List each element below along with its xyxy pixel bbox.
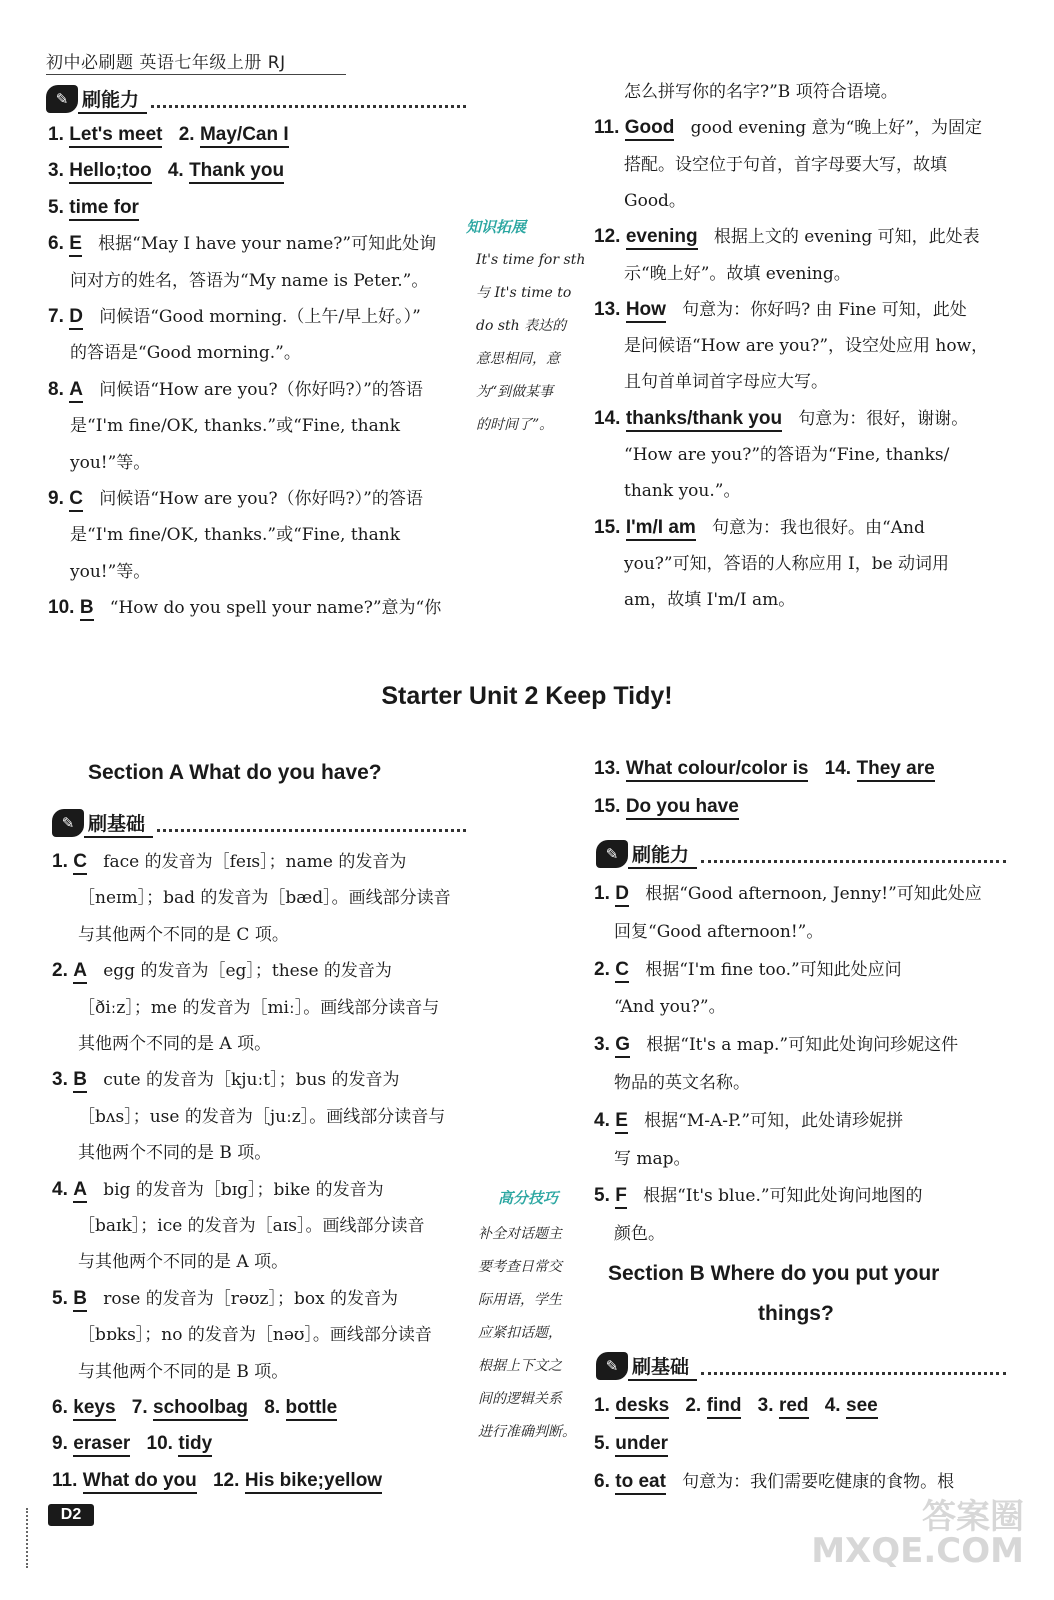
page-header: 初中必刷题 英语七年级上册 RJ xyxy=(46,53,286,73)
item-number: 5. xyxy=(594,1185,610,1207)
tip-line: 要考查日常交 xyxy=(478,1259,562,1275)
text-line xyxy=(52,1471,382,1491)
text-line xyxy=(594,884,982,904)
answer: May/Can I xyxy=(200,124,289,148)
text-line xyxy=(614,997,726,1017)
text-line xyxy=(78,1325,432,1345)
watermark-line: 答案圈 xyxy=(922,1497,1024,1537)
page-number: D2 xyxy=(48,1504,94,1526)
explanation: am，故填 I'm/I am。 xyxy=(624,590,796,611)
explanation: 是问候语“How are you?”，设空处应用 how， xyxy=(624,336,989,357)
text-line xyxy=(594,1035,958,1055)
item-number: 6. xyxy=(594,1471,610,1492)
dotted-rule xyxy=(157,815,466,832)
answer: His bike;yellow xyxy=(245,1470,382,1494)
answer: C xyxy=(69,488,83,512)
text-line xyxy=(594,300,967,320)
item-number: 9. xyxy=(48,488,64,509)
item-number: 1. xyxy=(594,883,610,904)
text-line xyxy=(624,155,947,175)
dotted-rule xyxy=(701,1358,1006,1375)
basic-badge-b xyxy=(596,1351,1006,1381)
item-number: 5. xyxy=(52,1287,68,1309)
explanation: 根据“M-A-P.”可知，此处请珍妮拼 xyxy=(644,1110,904,1131)
answer: evening xyxy=(626,226,698,250)
text-line xyxy=(614,1149,691,1169)
explanation: big 的发音为［bɪg］；bike 的发音为 xyxy=(103,1179,384,1200)
score-tip-title: 高分技巧 xyxy=(498,1189,559,1207)
text-line xyxy=(52,1070,400,1090)
explanation: 句意为：我们需要吃健康的食物。根 xyxy=(682,1472,955,1492)
text-line xyxy=(624,82,898,102)
text-line xyxy=(48,307,421,327)
text-line xyxy=(594,1472,954,1492)
text-line xyxy=(48,598,441,618)
answer: thanks/thank you xyxy=(626,408,782,432)
explanation: 问候语“Good morning.（上午/早上好。）” xyxy=(99,307,421,327)
item-number: 4. xyxy=(824,1395,841,1416)
answer: to eat xyxy=(615,1471,666,1495)
section-b-title-1: Section B Where do you put your xyxy=(608,1262,940,1285)
dotted-rule xyxy=(151,91,466,108)
explanation: rose 的发音为［rəʊz］；box 的发音为 xyxy=(103,1288,399,1309)
explanation: 示“晚上好”。故填 evening。 xyxy=(624,263,851,284)
answer: Thank you xyxy=(189,160,284,184)
answer: E xyxy=(69,233,82,257)
item-number: 8. xyxy=(48,378,64,400)
text-line xyxy=(624,372,828,392)
explanation: 问候语“How are you?（你好吗?）”的答语 xyxy=(99,489,423,509)
text-line xyxy=(52,1398,337,1418)
text-line xyxy=(78,1216,424,1236)
text-line xyxy=(48,380,423,400)
explanation: 根据“I'm fine too.”可知此处应问 xyxy=(645,959,902,980)
text-line xyxy=(624,590,795,610)
answer: Hello;too xyxy=(69,160,151,184)
explanation: 是“I'm fine/OK, thanks.”或“Fine, thank xyxy=(70,416,401,437)
item-number: 4. xyxy=(594,1109,610,1131)
explanation: 怎么拼写你的名字?”B 项符合语境。 xyxy=(624,82,898,102)
page-edge-dots xyxy=(26,1508,28,1568)
answer: bottle xyxy=(286,1397,338,1421)
item-number: 5. xyxy=(594,1433,610,1454)
answer: B xyxy=(73,1288,87,1312)
explanation: 问对方的姓名，答语为“My name is Peter.”。 xyxy=(70,270,429,291)
text-line xyxy=(624,554,949,574)
answer: under xyxy=(615,1433,668,1457)
explanation: 其他两个不同的是 B 项。 xyxy=(78,1143,272,1164)
answer: B xyxy=(73,1069,87,1093)
item-number: 9. xyxy=(52,1433,68,1455)
text-line xyxy=(624,336,988,356)
tip-line: 际用语，学生 xyxy=(478,1292,562,1308)
tip-line: do sth 表达的 xyxy=(476,318,567,334)
answer: time for xyxy=(69,197,139,221)
answer: C xyxy=(73,851,87,875)
answer: What do you xyxy=(83,1470,197,1494)
item-number: 2. xyxy=(685,1395,702,1416)
explanation: 根据上文的 evening 可知，此处表 xyxy=(713,227,980,248)
badge-label: 刷基础 xyxy=(628,1352,697,1381)
text-line xyxy=(52,1180,384,1200)
item-number: 2. xyxy=(594,958,610,980)
knowledge-tip-body xyxy=(476,244,585,442)
ability-badge-top xyxy=(46,84,466,114)
watermark xyxy=(811,1497,1024,1571)
explanation: 与其他两个不同的是 B 项。 xyxy=(78,1361,289,1382)
explanation: 物品的英文名称。 xyxy=(614,1073,750,1093)
item-number: 8. xyxy=(264,1397,281,1418)
answer: schoolbag xyxy=(153,1397,248,1421)
text-line xyxy=(78,1034,271,1054)
item-number: 13. xyxy=(594,758,621,779)
text-line xyxy=(48,161,284,181)
explanation: 句意为：你好吗? 由 Fine 可知，此处 xyxy=(682,299,967,320)
text-line xyxy=(52,1434,212,1454)
item-number: 4. xyxy=(52,1178,68,1200)
text-line xyxy=(48,489,423,509)
section-b-title-2: things? xyxy=(758,1302,834,1325)
text-line xyxy=(52,1289,398,1309)
explanation: 写 map。 xyxy=(614,1148,691,1169)
explanation: “How do you spell your name?”意为“你 xyxy=(109,598,442,619)
explanation: Good。 xyxy=(624,190,686,211)
explanation: you?”可知，答语的人称应用 I，be 动词用 xyxy=(624,553,950,574)
tip-line: 与 It's time to xyxy=(476,285,572,301)
explanation: “And you?”。 xyxy=(614,997,726,1018)
item-number: 3. xyxy=(52,1069,68,1091)
answer: Let's meet xyxy=(69,124,162,148)
item-number: 3. xyxy=(757,1395,774,1416)
item-number: 15. xyxy=(594,796,621,817)
item-number: 3. xyxy=(48,160,64,182)
item-number: 2. xyxy=(178,124,195,145)
explanation: 问候语“How are you?（你好吗?）”的答语 xyxy=(99,379,423,400)
item-number: 10. xyxy=(48,597,75,619)
explanation: 的答语是“Good morning.”。 xyxy=(70,343,301,364)
answer: C xyxy=(615,959,629,983)
item-number: 15. xyxy=(594,516,621,538)
item-number: 14. xyxy=(594,407,621,429)
answer: B xyxy=(80,597,94,621)
explanation: 其他两个不同的是 A 项。 xyxy=(78,1034,272,1054)
explanation: 回复“Good afternoon!”。 xyxy=(614,921,824,942)
answer: D xyxy=(615,883,629,907)
text-line xyxy=(614,922,823,942)
section-a-title: Section A What do you have? xyxy=(88,761,382,784)
text-line xyxy=(594,960,902,980)
tip-line: It's time for sth xyxy=(476,252,586,268)
explanation: 颜色。 xyxy=(614,1224,665,1245)
explanation: 句意为：很好，谢谢。 xyxy=(798,408,969,429)
explanation: ［bʌs］；use 的发音为［juːz］。画线部分读音与 xyxy=(78,1106,446,1127)
answer: Good xyxy=(625,117,675,141)
explanation: thank you.”。 xyxy=(624,481,741,502)
text-line xyxy=(70,453,150,473)
answer: see xyxy=(846,1395,878,1419)
text-line xyxy=(614,1224,665,1244)
explanation: cute 的发音为［kjuːt］；bus 的发音为 xyxy=(103,1070,400,1091)
item-number: 11. xyxy=(52,1469,78,1491)
item-number: 10. xyxy=(146,1433,173,1455)
answer: I'm/I am xyxy=(626,517,696,541)
text-line xyxy=(594,1186,923,1206)
answer: How xyxy=(626,299,666,323)
badge-label: 刷能力 xyxy=(78,85,147,114)
text-line xyxy=(594,409,968,429)
answer: G xyxy=(615,1034,630,1058)
answer: tidy xyxy=(178,1433,212,1457)
item-number: 1. xyxy=(594,1395,610,1416)
item-number: 11. xyxy=(594,117,620,139)
text-line xyxy=(624,445,949,465)
answer: Do you have xyxy=(626,796,739,820)
text-line xyxy=(70,416,400,436)
explanation: 与其他两个不同的是 C 项。 xyxy=(78,924,289,945)
text-line xyxy=(52,852,406,872)
item-number: 4. xyxy=(167,160,184,182)
answer: red xyxy=(779,1395,809,1419)
explanation: “How are you?”的答语为“Fine, thanks/ xyxy=(624,445,950,465)
item-number: 1. xyxy=(48,124,64,145)
item-number: 3. xyxy=(594,1034,610,1056)
dotted-rule xyxy=(701,846,1006,863)
text-line xyxy=(70,343,301,363)
unit-title: Starter Unit 2 Keep Tidy! xyxy=(381,682,673,710)
text-line xyxy=(52,961,392,981)
text-line xyxy=(78,1362,288,1382)
explanation: 且句首单词首字母应大写。 xyxy=(624,372,828,393)
text-line xyxy=(70,271,428,291)
tip-line: 根据上下文之 xyxy=(478,1358,562,1374)
answer: A xyxy=(73,1179,87,1203)
item-number: 6. xyxy=(48,233,64,255)
text-line xyxy=(48,198,139,218)
tip-line: 的时间了”。 xyxy=(476,417,554,433)
explanation: face 的发音为［feɪs］；name 的发音为 xyxy=(103,852,407,872)
item-number: 7. xyxy=(48,306,64,327)
text-line xyxy=(594,1396,878,1416)
badge-label: 刷能力 xyxy=(628,840,697,869)
badge-label: 刷基础 xyxy=(84,809,153,838)
text-line xyxy=(70,525,400,545)
explanation: ［ðiːz］；me 的发音为［miː］。画线部分读音与 xyxy=(78,997,440,1018)
explanation: 根据“Good afternoon, Jenny!”可知此处应 xyxy=(645,884,982,904)
explanation: 根据“It's a map.”可知此处询问珍妮这件 xyxy=(646,1035,959,1056)
explanation: ［bɒks］；no 的发音为［nəʊ］。画线部分读音 xyxy=(78,1325,432,1346)
explanation: 根据“May I have your name?”可知此处询 xyxy=(98,234,437,255)
tip-line: 进行准确判断。 xyxy=(478,1424,576,1440)
answer: E xyxy=(615,1110,628,1134)
text-line xyxy=(78,1107,445,1127)
explanation: 搭配。设空位于句首，首字母要大写，故填 xyxy=(624,154,947,175)
answer: They are xyxy=(857,758,935,782)
text-line xyxy=(624,191,686,211)
basic-badge-a xyxy=(52,808,466,838)
item-number: 12. xyxy=(594,226,621,248)
tip-line: 间的逻辑关系 xyxy=(478,1391,562,1407)
text-line xyxy=(614,1073,750,1093)
pen-icon: ✎ xyxy=(46,85,78,113)
item-number: 1. xyxy=(52,851,68,872)
explanation: ［baɪk］；ice 的发音为［aɪs］。画线部分读音 xyxy=(78,1216,425,1236)
item-number: 12. xyxy=(212,1469,240,1491)
answer: keys xyxy=(73,1397,115,1421)
item-number: 6. xyxy=(52,1397,68,1418)
explanation: 是“I'm fine/OK, thanks.”或“Fine, thank xyxy=(70,525,401,546)
pen-icon: ✎ xyxy=(52,809,84,837)
text-line xyxy=(78,998,439,1018)
ability-badge-b xyxy=(596,839,1006,869)
answer: desks xyxy=(615,1395,669,1419)
answer: eraser xyxy=(73,1433,130,1457)
pen-icon: ✎ xyxy=(596,840,628,868)
text-line xyxy=(48,234,436,254)
text-line xyxy=(624,481,740,501)
item-number: 14. xyxy=(824,758,852,779)
text-line xyxy=(78,1252,288,1272)
explanation: 与其他两个不同的是 A 项。 xyxy=(78,1252,289,1273)
tip-line: 应紧扣话题， xyxy=(478,1325,562,1341)
text-line xyxy=(594,518,925,538)
text-line xyxy=(70,562,150,582)
answer: D xyxy=(69,306,83,330)
item-number: 5. xyxy=(48,196,64,218)
text-line xyxy=(594,1111,903,1131)
pen-icon: ✎ xyxy=(596,1352,628,1380)
explanation: 句意为：我也很好。由“And xyxy=(712,517,925,538)
explanation: you!”等。 xyxy=(70,452,151,473)
score-tip-body xyxy=(478,1218,576,1449)
item-number: 7. xyxy=(131,1397,148,1418)
text-line xyxy=(594,118,982,138)
text-line xyxy=(594,1434,668,1454)
tip-line: 补全对话题主 xyxy=(478,1226,562,1242)
text-line xyxy=(624,264,851,284)
tip-line: 意思相同，意 xyxy=(476,351,560,367)
text-line xyxy=(48,125,289,145)
text-line xyxy=(594,759,935,779)
answer: F xyxy=(615,1185,627,1209)
knowledge-tip-title: 知识拓展 xyxy=(466,218,527,236)
answer: A xyxy=(73,960,87,984)
text-line xyxy=(594,797,739,817)
explanation: you!”等。 xyxy=(70,561,151,582)
answer: A xyxy=(69,379,83,403)
explanation: good evening 意为“晚上好”，为固定 xyxy=(690,118,982,139)
explanation: ［neɪm］；bad 的发音为［bæd］。画线部分读音 xyxy=(78,888,451,909)
item-number: 2. xyxy=(52,960,68,982)
answer: What colour/color is xyxy=(626,758,809,782)
item-number: 13. xyxy=(594,298,621,320)
header-rule xyxy=(46,74,346,75)
tip-line: 为“到做某事 xyxy=(476,384,554,400)
text-line xyxy=(78,888,451,908)
text-line xyxy=(78,1143,271,1163)
text-line xyxy=(594,227,980,247)
explanation: egg 的发音为［eg］；these 的发音为 xyxy=(103,961,392,982)
answer: find xyxy=(707,1395,742,1419)
watermark-line: MXQE.COM xyxy=(811,1531,1024,1571)
text-line xyxy=(78,925,289,945)
explanation: 根据“It's blue.”可知此处询问地图的 xyxy=(643,1186,923,1207)
